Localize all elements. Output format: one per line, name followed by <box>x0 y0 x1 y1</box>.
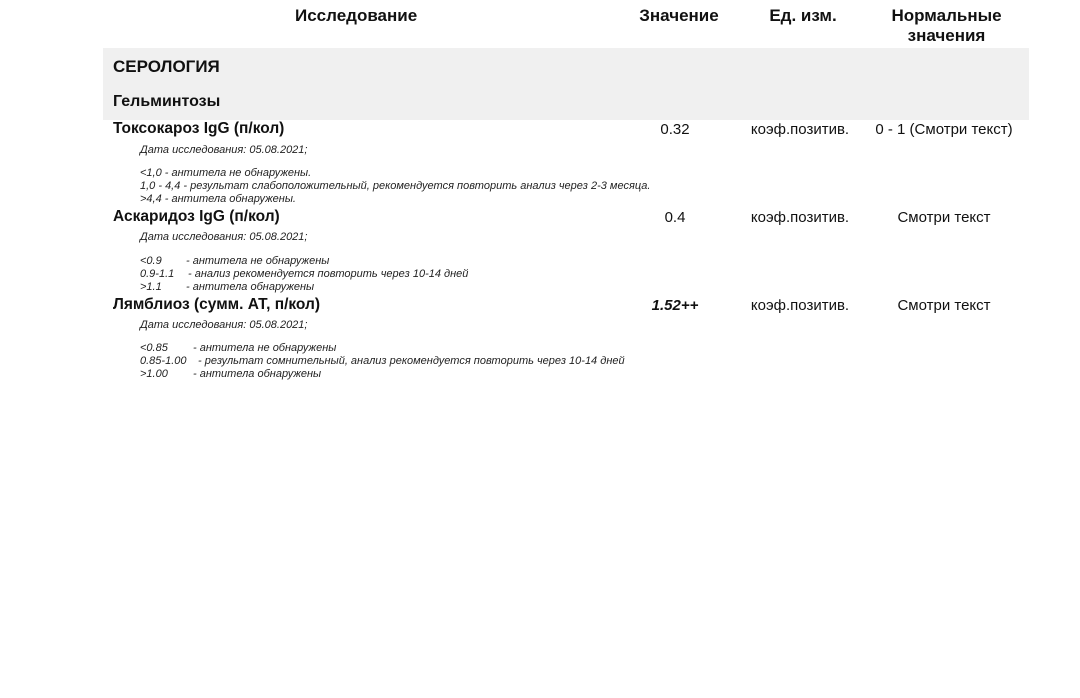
reference-range: 0.9-1.1 <box>140 268 175 280</box>
test-value: 0.4 <box>664 209 686 226</box>
reference-range: 1,0 - 4,4 <box>140 180 181 192</box>
reference-line <box>140 281 468 294</box>
reference-range: <0.85 <box>140 342 168 354</box>
reference-notes <box>140 342 625 381</box>
test-norm: Смотри текст <box>897 209 991 226</box>
test-date: Дата исследования: 05.08.2021; <box>140 144 308 156</box>
reference-text: - антитела не обнаружены. <box>161 167 312 179</box>
reference-line <box>140 167 650 180</box>
reference-range: 0.85-1.00 <box>140 355 187 367</box>
test-norm: 0 - 1 (Смотри текст) <box>875 121 1013 138</box>
reference-line <box>140 355 625 368</box>
reference-line <box>140 255 468 268</box>
test-unit: коэф.позитив. <box>750 209 850 226</box>
column-header-value: Значение <box>639 6 719 25</box>
reference-range: <0.9 <box>140 255 162 267</box>
reference-text: - анализ рекомендуется повторить через 10-14 дней <box>188 268 469 280</box>
test-unit: коэф.позитив. <box>750 297 850 314</box>
section-band <box>103 48 1029 120</box>
test-value-flagged: 1.52++ <box>651 297 699 314</box>
reference-line <box>140 180 650 193</box>
subsection-title: Гельминтозы <box>113 93 221 110</box>
test-norm: Смотри текст <box>897 297 991 314</box>
reference-range: >4,4 <box>140 193 162 205</box>
test-date: Дата исследования: 05.08.2021; <box>140 231 308 243</box>
test-date: Дата исследования: 05.08.2021; <box>140 319 308 331</box>
reference-line <box>140 193 650 206</box>
column-header-unit: Ед. изм. <box>769 6 837 25</box>
reference-line <box>140 342 625 355</box>
reference-range: >1.00 <box>140 368 168 380</box>
reference-text: - антитела обнаружены <box>186 281 315 293</box>
test-name: Лямблиоз (сумм. АТ, п/кол) <box>113 296 321 313</box>
column-header-norm <box>874 6 1019 46</box>
column-header-study: Исследование <box>295 6 418 25</box>
reference-notes <box>140 255 468 294</box>
reference-text: - антитела обнаружены <box>193 368 322 380</box>
column-header-norm-line2: значения <box>907 26 986 45</box>
test-value: 0.32 <box>660 121 690 138</box>
test-name: Токсокароз IgG (п/кол) <box>113 120 285 137</box>
reference-range: >1.1 <box>140 281 162 293</box>
reference-line <box>140 368 625 381</box>
reference-text: - антитела не обнаружены <box>186 255 330 267</box>
reference-notes <box>140 167 650 206</box>
reference-line <box>140 268 468 281</box>
column-header-norm-line1: Нормальные <box>891 6 1002 25</box>
reference-text: - результат слабоположительный, рекомендуется повторить анализ через 2-3 месяца. <box>180 180 651 192</box>
section-title: СЕРОЛОГИЯ <box>113 57 220 76</box>
reference-text: - антитела не обнаружены <box>193 342 337 354</box>
test-name: Аскаридоз IgG (п/кол) <box>113 208 280 225</box>
reference-range: <1,0 <box>140 167 162 179</box>
reference-text: - антитела обнаружены. <box>161 193 296 205</box>
test-unit: коэф.позитив. <box>750 121 850 138</box>
reference-text: - результат сомнительный, анализ рекомендуется повторить через 10-14 дней <box>198 355 625 367</box>
